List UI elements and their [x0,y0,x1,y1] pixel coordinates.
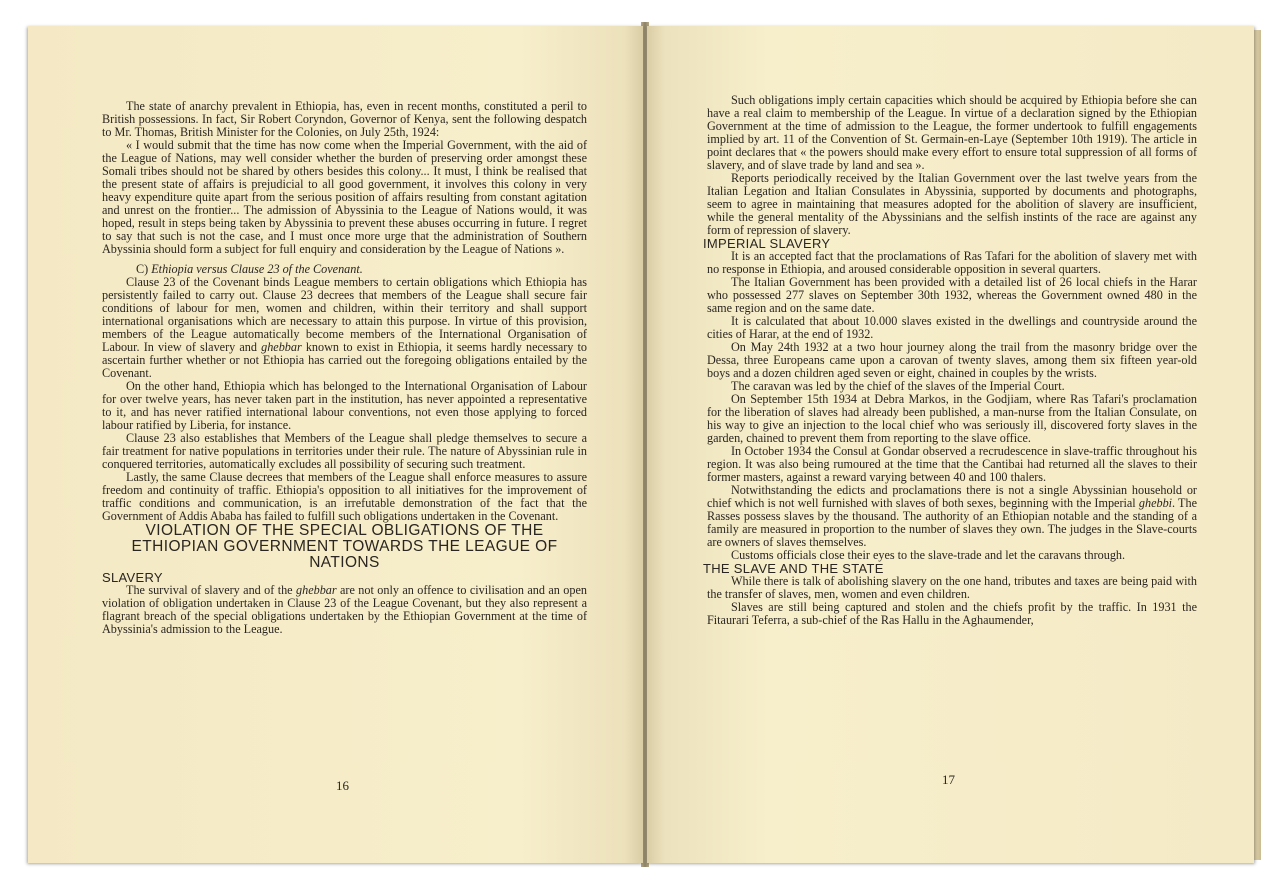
paragraph: On May 24th 1932 at a two hour journey along the trail from the masonry bridge over the Dessa, three Europeans came upon a carovan of twenty slaves, among them six fifteen year-old boys and a dozen children aged seven or eight, chained in couples by the wrists. [707,340,1197,380]
right-page-text [703,93,1198,627]
subsection-heading: SLAVERY [102,570,163,585]
paragraph: The Italian Government has been provided with a detailed list of 26 local chiefs in the Harar who possessed 277 slaves on September 30th 1932, whereas the Government owned 480 in the same region and on the same date. [707,275,1197,315]
paragraph [102,584,587,636]
text-run: The survival of slavery and of the [126,583,296,597]
paragraph: On September 15th 1934 at Debra Markos, in the Godjiam, where Ras Tafari's proclamation for the liberation of slaves had already been published, a man-nurse from the Italian Consulate, on his way to give an injection to the local chief who was seriously ill, discovered forty slaves in the garden, chained to prevent them from reporting to the slave office. [707,392,1197,445]
subheading-title: Ethiopia versus Clause 23 of the Covenant. [151,262,363,276]
section-heading: VIOLATION OF THE SPECIAL OBLIGATIONS OF THE ETHIOPIAN GOVERNMENT TOWARDS THE LEAGUE OF NATIONS [131,522,558,571]
text-run: . The Rasses possess slaves by the thousand. The authority of an Ethiopian notable and the standing of a family are measured in proportion to the number of slaves they own. The judges in the Slave-courts are owners of slaves themselves. [707,496,1198,549]
section-heading-imperial-slavery: IMPERIAL SLAVERY [703,236,831,251]
italic-term: ghebbar [296,583,337,597]
page-number: 16 [336,778,349,793]
paragraph: It is calculated that about 10.000 slaves existed in the dwellings and countryside around the cities of Harar, at the end of 1932. [707,314,1197,341]
paragraph: Clause 23 also establishes that Members of the League shall pledge themselves to secure a fair treatment for native populations in territories under their rule. The nature of Abyssinian rule in conquered territories, automatically excludes all possibility of securing such treatment. [102,431,587,471]
paragraph: On the other hand, Ethiopia which has belonged to the International Organisation of Labour for over twelve years, has never taken part in the institution, has never appointed a representative to it, and has never ratified international labour conventions, not even those applying to forced labour ratified by Liberia, for instance. [102,379,587,432]
paragraph: It is an accepted fact that the proclamations of Ras Tafari for the abolition of slavery met with no response in Ethiopia, and aroused considerable opposition in several quarters. [707,249,1197,276]
paragraph: Slaves are still being captured and stolen and the chiefs profit by the traffic. In 1931 the Fitaurari Teferra, a sub-chief of the Ras Hallu in the Aghaumender, [707,600,1197,627]
page-number: 17 [942,772,955,787]
left-page-text [102,100,587,636]
paragraph: While there is talk of abolishing slavery on the one hand, tributes and taxes are being paid with the transfer of slaves, men, women and even children. [707,574,1197,601]
page-edge [1254,30,1261,860]
paragraph: Reports periodically received by the Italian Government over the last twelve years from the Italian Legation and Italian Consulates in Abyssinia, supported by documents and photographs, seem to agree in maintaining that measures adopted for the abolition of slavery are insufficient, while the general mentality of the Abyssinians and the selfish instints of the race are against any form of repression of slavery. [707,171,1197,237]
quote-paragraph: « I would submit that the time has now come when the Imperial Government, with the aid of the League of Nations, may well consider whether the burden of preserving order amongst these Somali tribes should not be shared by others besides this colony... It must, I think be realised that the present state of affairs is prejudicial to all good government, it involves this colony in very heavy expenditure quite apart from the serious position of affairs resulting from constant agitation and unrest on the frontier... The admission of Abyssinia to the League of Nations would, it was hoped, result in steps being taken by Abyssinia to prevent these abuses occurring in future. I regret to say that such is not the case, and I must once more urge that the administration of Southern Abyssinia should form a subject for full enquiry and consideration by the League of Nations ». [102,138,587,256]
paragraph: The state of anarchy prevalent in Ethiopia, has, even in recent months, constituted a peril to British possessions. In fact, Sir Robert Coryndon, Governor of Kenya, sent the following despatch to Mr. Thomas, British Minister for the Colonies, on July 25th, 1924: [102,99,587,139]
paragraph: In October 1934 the Consul at Gondar observed a recrudescence in slave-traffic throughout his region. It was also being rumoured at the time that the Cantibai had returned all the slaves to their former masters, against a reward varying between 40 and 100 thalers. [707,444,1197,484]
paragraph: The caravan was led by the chief of the slaves of the Imperial Court. [731,379,1065,393]
section-heading-slave-and-state: THE SLAVE AND THE STATE [703,561,884,576]
text-run: Notwithstanding the edicts and proclamations there is not a single Abyssinian household or chief which is not well furnished with slaves of both sexes, beginning with the Imperial [707,483,1197,510]
subheading-prefix: C) [136,262,149,276]
right-page [647,26,1254,863]
text-run: are not only an offence to civilisation and an open violation of obligation undertaken in Clause 23 of the League Covenant, but they also represent a flagrant breach of the special obligations undertaken by the Ethiopian Government at the time of Abyssinia's admission to the League. [102,583,587,636]
paragraph: Such obligations imply certain capacities which should be acquired by Ethiopia before she can have a real claim to membership of the League. In virtue of a declaration signed by the Ethiopian Government at the time of admission to the League, the former undertook to fulfill engagements implied by art. 11 of the Convention of St. Germain-en-Laye (September 10th 1919). The article in point declares that « the powers should make every effort to ensure total suppression of all forms of slavery, and of slave trade by land and sea ». [707,93,1197,172]
italic-term: ghebbar [261,340,302,354]
paragraph [102,276,587,380]
paragraph: Customs officials close their eyes to the slave-trade and let the caravans through. [731,548,1126,562]
text-run: known to exist in Ethiopia, it seems hardly necessary to ascertain further whether or not Ethiopia has carried out the foregoing obligations entailed by the Covenant. [102,340,587,380]
left-page [28,26,643,863]
italic-term: ghebbi [1138,496,1173,510]
paragraph [707,484,1197,549]
text-run: Clause 23 of the Covenant binds League members to certain obligations which Ethiopia has persistently failed to carry out. Clause 23 decrees that members of the League shall secure fair conditions of labour for men, women and children, within their territory and shall support international organisations which are necessary to attain this purpose. In virtue of this provision, members of the League automatically become members of the International Organisation of Labour. In view of slavery and [102,275,587,354]
paragraph: Lastly, the same Clause decrees that members of the League shall enforce measures to assure freedom and continuity of traffic. Ethiopia's opposition to all initiatives for the improvement of traffic conditions and communication, is an irrefutable demonstration of the fact that the Government of Addis Ababa has failed to fulfill such obligations undertaken in the Covenant. [102,470,587,523]
